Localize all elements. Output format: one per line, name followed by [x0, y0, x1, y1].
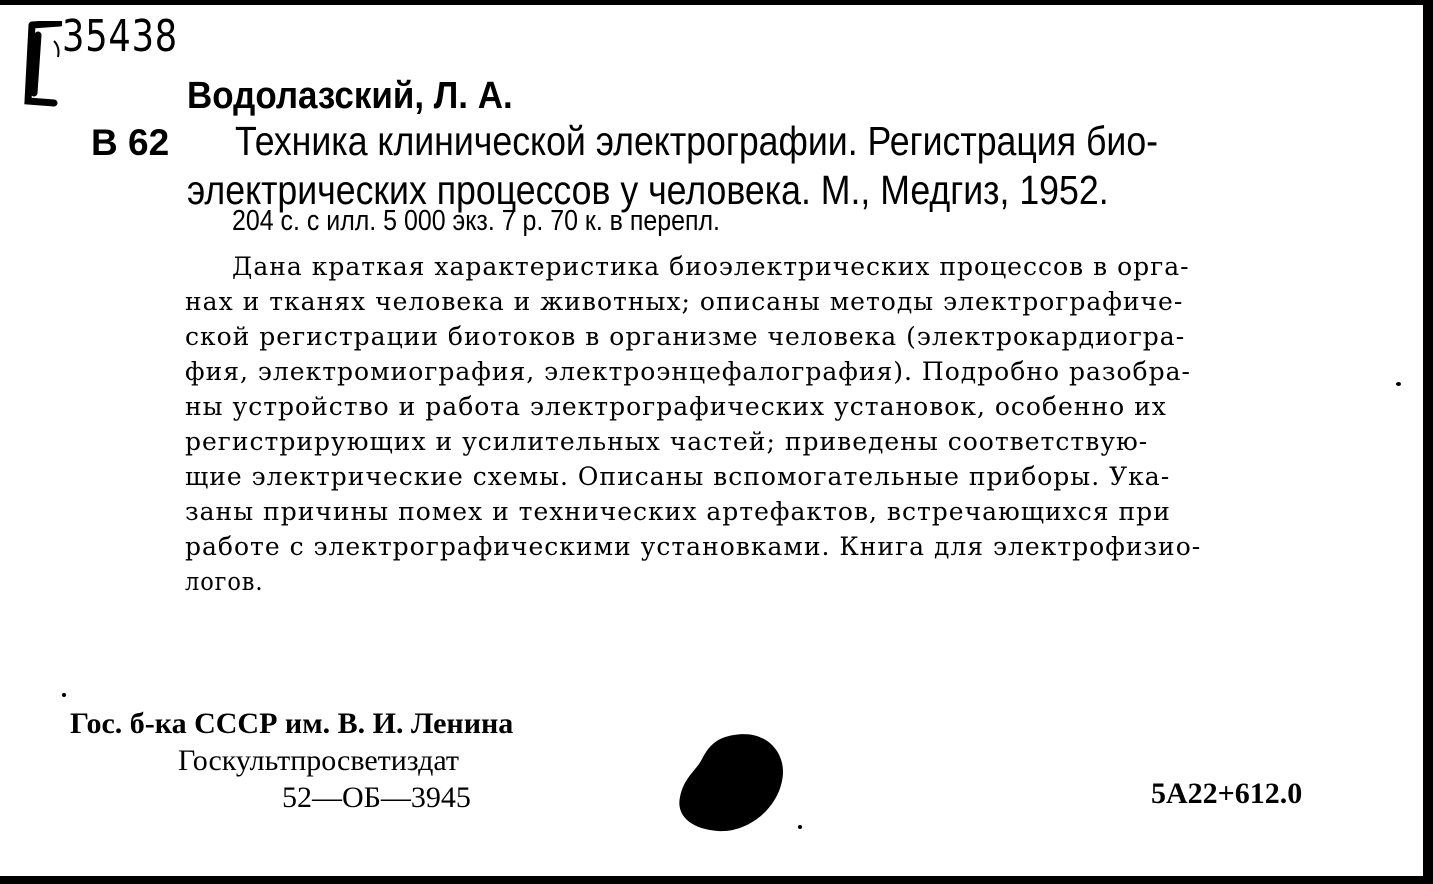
annotation-line: заны причины помех и технических артефактов, встречающихся при — [185, 497, 1171, 526]
ink-speck — [62, 693, 66, 697]
title-line: электрических процессов у человека. М., Медгиз, 1952. — [187, 167, 1109, 213]
publisher-line: Госкультпросветиздат — [178, 744, 460, 777]
handwritten-bracket-mark — [20, 21, 62, 107]
annotation-line: фия, электромиография, электроэнцефалография). Подробно разобра- — [185, 357, 1191, 386]
annotation-paragraph — [185, 249, 1325, 599]
title-line: Техника клинической электрографии. Регистрация био- — [235, 118, 1159, 164]
ink-blot — [676, 731, 786, 835]
annotation-line: регистрирующих и усилительных частей; приведены соответствую- — [185, 427, 1149, 456]
collation-line: 204 с. с илл. 5 000 экз. 7 р. 70 к. в перепл. — [232, 205, 720, 237]
library-name: Гос. б-ка СССР им. В. И. Ленина — [70, 707, 514, 740]
annotation-line: щие электрические схемы. Описаны вспомогательные приборы. Ука- — [185, 462, 1171, 491]
library-imprint — [70, 705, 513, 816]
card-order-number: 52—ОБ—3945 — [282, 781, 471, 814]
ink-speck — [1396, 382, 1401, 386]
annotation-line: Дана краткая характеристика биоэлектрических процессов в орга- — [232, 252, 1190, 281]
classification-mark: 5А22+612.0 — [1151, 777, 1303, 810]
shelfmark: В 62 — [91, 122, 170, 163]
annotation-line: ской регистрации биотоков в организме человека (электрокардиогра- — [185, 322, 1186, 351]
ink-speck — [798, 825, 802, 829]
author-heading: Водолазский, Л. А. — [187, 75, 513, 117]
annotation-line: логов. — [185, 567, 264, 596]
annotation-line: ны устройство и работа электрографических установок, особенно их — [185, 392, 1167, 421]
annotation-line: работе с электрографическими установками. Книга для электрофизио- — [185, 532, 1202, 561]
handwritten-inventory-number: 35438 — [62, 11, 178, 62]
annotation-line: нах и тканях человека и животных; описаны методы электрографиче- — [185, 287, 1184, 316]
title-statement — [187, 117, 1317, 215]
